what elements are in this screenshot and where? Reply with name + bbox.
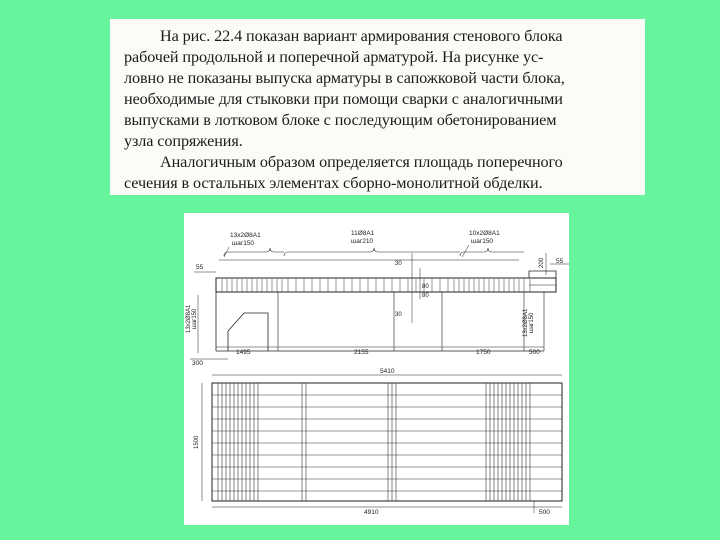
dim-label: 1495 [236,349,251,356]
callout-label: шаг150 [232,240,255,247]
dim-label: 55 [556,258,564,265]
text-line: ловно не показаны выпуска арматуры в сапожковой части блока, [124,69,565,87]
dim-label: 5410 [380,368,395,375]
text-line: узла сопряжения. [124,132,243,150]
beam-end [529,271,556,292]
text-line: Аналогичным образом определяется площадь поперечного [160,153,563,171]
leader-line [462,245,469,257]
shoe-part [228,313,268,351]
dim-label: 80 [422,284,429,290]
dim-label: 80 [422,293,429,299]
transverse-bars [218,383,530,501]
group-brace [460,248,524,256]
callout-label: 10x2Ø8А1 [469,230,500,237]
dim-label: 500 [539,509,550,516]
callout-label: шаг150 [529,312,535,333]
plan-outline [212,383,562,501]
plan-view [194,368,562,516]
dim-label: 4910 [364,509,379,516]
dim-label: 300 [192,360,203,367]
callout-label: 13x2Ø8А1 [186,304,192,333]
dim-label: 200 [539,257,545,268]
group-brace [284,248,460,256]
drawing-svg [184,213,569,525]
text-line: выпусками в лотковом блоке с последующим обетонированием [124,111,557,129]
reinforcement-drawing [184,213,569,525]
text-line: необходимые для стыковки при помощи сварки с аналогичными [124,90,563,108]
text-line: На рис. 22.4 показан вариант армирования стенового блока [160,27,563,45]
dim-label: 55 [196,264,204,271]
dim-label: 2155 [354,349,369,356]
dim-label: 1750 [476,349,491,356]
longitudinal-bars [212,395,562,491]
text-block [110,19,645,195]
dim-label: 30 [395,261,402,267]
elevation-view [186,230,569,367]
callout-label: 11Ø8А1 [351,230,375,237]
text-line: сечения в остальных элементах сборно-монолитной обделки. [124,174,543,192]
text-line: рабочей продольной и поперечной арматурой. На рисунке ус- [124,48,544,66]
dim-label: 500 [529,349,540,356]
callout-label: шаг150 [192,308,198,329]
dim-label: 1500 [194,435,200,449]
dim-label: 30 [395,312,402,318]
group-brace [224,248,284,256]
callout-label: 13x2Ø8А1 [230,232,261,239]
callout-label: 13x2Ø8А1 [523,308,529,337]
callout-label: шаг150 [471,238,494,245]
stirrups [222,279,530,292]
callout-label: шаг210 [351,238,374,245]
